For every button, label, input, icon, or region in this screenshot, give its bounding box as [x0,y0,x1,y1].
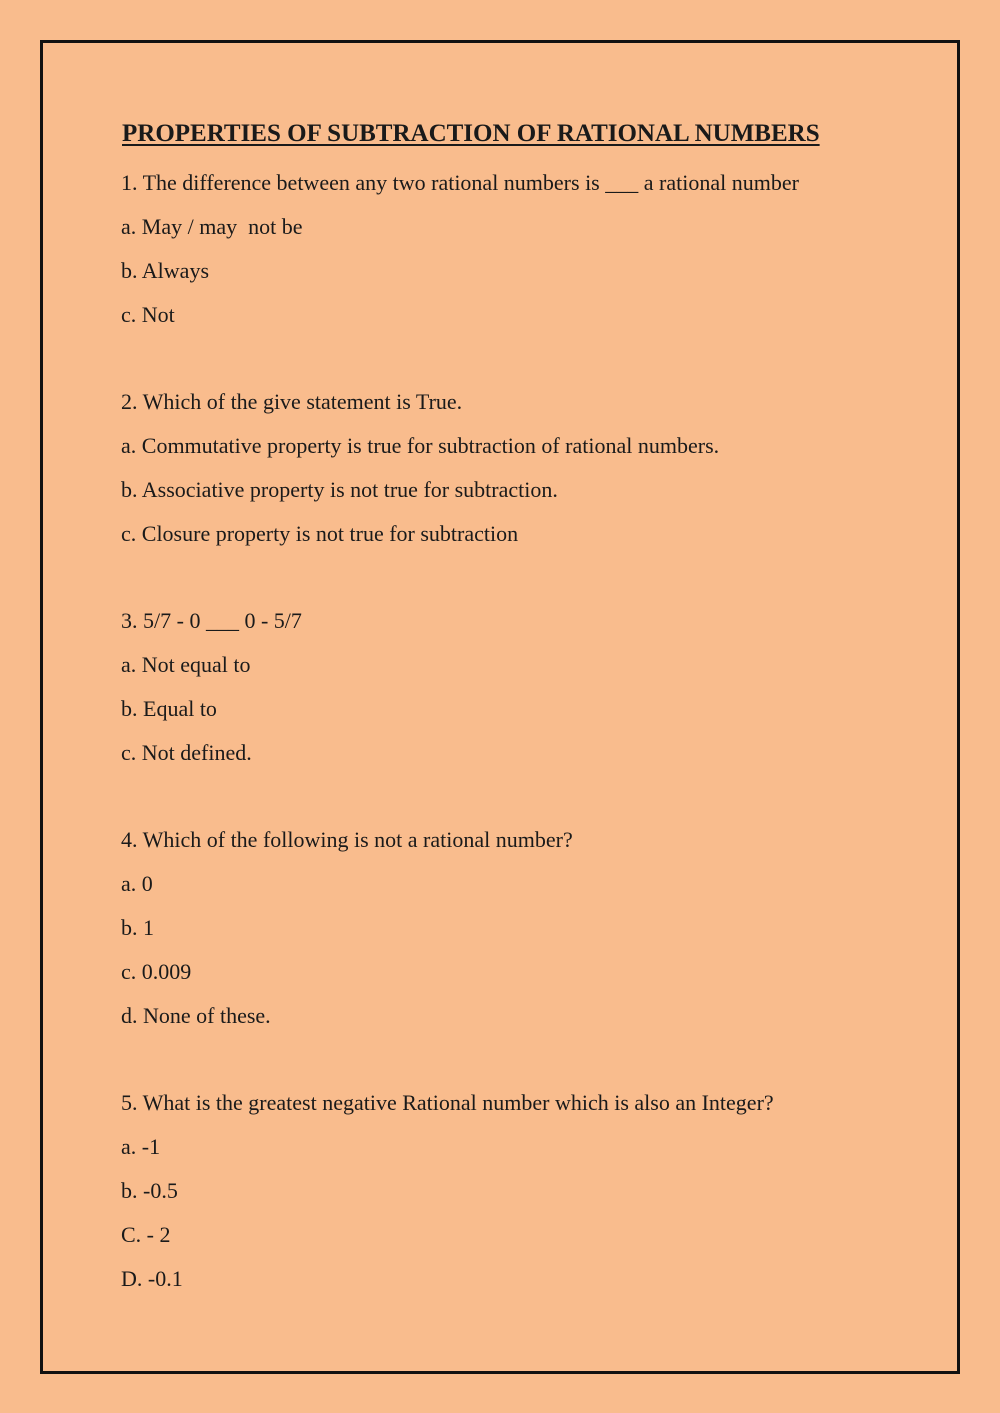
question-1-option-b[interactable]: b. Always [121,258,209,283]
question-1-option-a[interactable]: a. May / may not be [121,214,303,239]
worksheet-title: PROPERTIES OF SUBTRACTION OF RATIONAL NUMBERS [122,120,820,147]
question-4-option-c[interactable]: c. 0.009 [121,959,192,984]
question-2: 2. Which of the give statement is True. [121,389,463,414]
question-2-option-a[interactable]: a. Commutative property is true for subtraction of rational numbers. [121,433,720,458]
question-4-option-d[interactable]: d. None of these. [121,1003,271,1028]
question-1: 1. The difference between any two rational numbers is ___ a rational number [121,170,799,195]
question-5-option-b[interactable]: b. -0.5 [121,1178,178,1203]
question-4: 4. Which of the following is not a rational number? [121,827,573,852]
question-1-option-c[interactable]: c. Not [121,302,175,327]
question-3-option-a[interactable]: a. Not equal to [121,652,251,677]
question-5: 5. What is the greatest negative Rational number which is also an Integer? [121,1090,774,1115]
question-3-option-c[interactable]: c. Not defined. [121,740,252,765]
question-3: 3. 5/7 - 0 ___ 0 - 5/7 [121,608,302,633]
question-4-option-a[interactable]: a. 0 [121,871,153,896]
question-5-option-c[interactable]: C. - 2 [121,1222,171,1247]
question-5-option-a[interactable]: a. -1 [121,1134,161,1159]
question-2-option-b[interactable]: b. Associative property is not true for subtraction. [121,477,558,502]
question-3-option-b[interactable]: b. Equal to [121,696,217,721]
question-2-option-c[interactable]: c. Closure property is not true for subtraction [121,521,519,546]
question-5-option-d[interactable]: D. -0.1 [121,1266,183,1291]
question-4-option-b[interactable]: b. 1 [121,915,154,940]
